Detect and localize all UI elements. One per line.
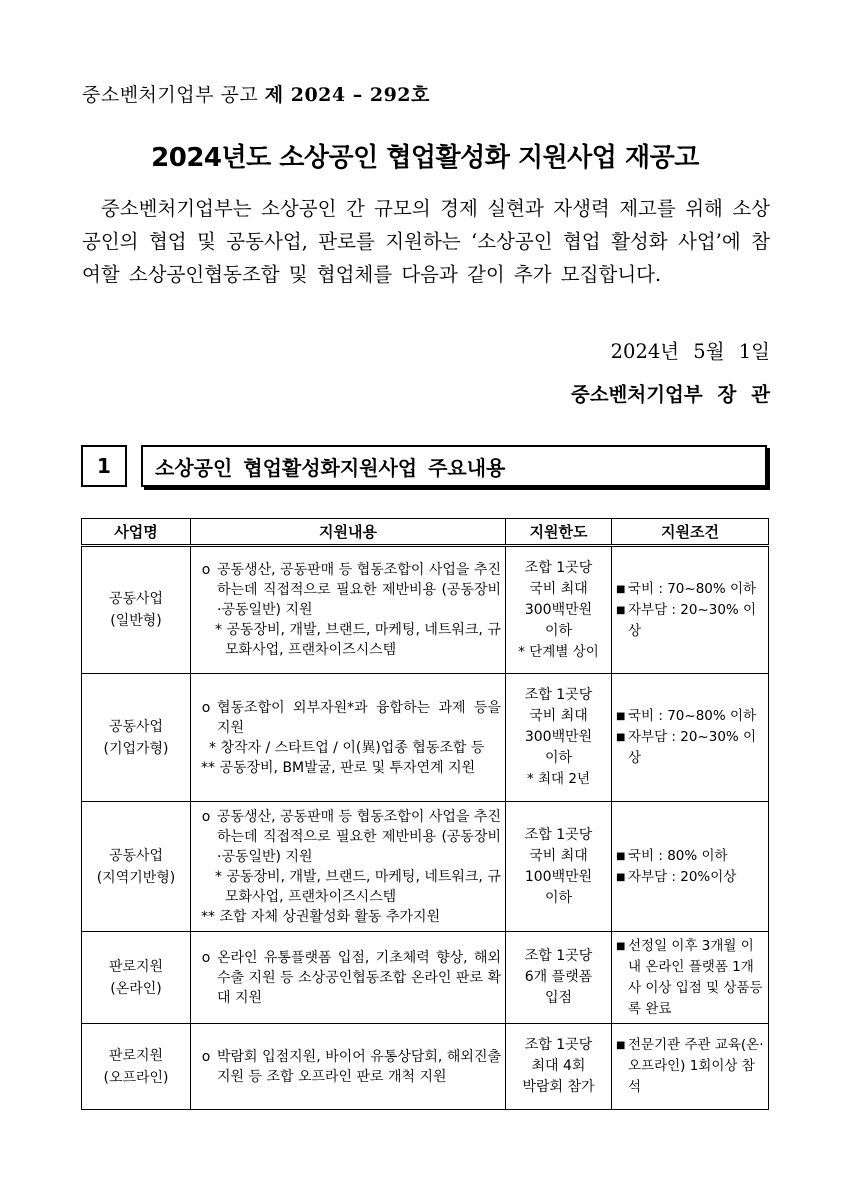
limit-line: 국비 최대 (529, 847, 588, 864)
row-name-sub: (온라인) (110, 980, 162, 997)
limit-line: 이하 (544, 750, 573, 766)
content-note-2: ** 공동장비, BM발굴, 판로 및 투자연계 지원 (201, 759, 476, 776)
circle-bullet-icon: o (201, 699, 211, 716)
content-note-2: ** 조합 자체 상권활성화 활동 추가지원 (201, 908, 441, 925)
row-name-main: 공동사업 (108, 718, 164, 735)
row-limit (506, 932, 612, 1024)
square-bullet-icon: ■ (616, 711, 626, 722)
intro-paragraph (82, 192, 770, 291)
row-name-main: 공동사업 (108, 591, 164, 607)
table-row (82, 546, 769, 674)
square-bullet-icon: ■ (616, 583, 626, 595)
limit-line: 6개 플랫폼 (524, 969, 593, 985)
row-name-main: 공동사업 (108, 847, 164, 864)
content-item (195, 698, 501, 738)
notice-prefix: 중소벤처기업부 공고 (82, 84, 265, 106)
limit-line: 박람회 참가 (522, 1079, 595, 1095)
circle-bullet-icon: o (201, 562, 211, 578)
limit-line: 국비 최대 (529, 580, 588, 597)
square-bullet-icon: ■ (616, 1040, 626, 1051)
content-text: 협동조합이 외부자원*과 융합하는 과제 등을 지원 (217, 699, 501, 736)
limit-line: 이하 (544, 622, 573, 639)
row-condition (612, 802, 769, 932)
row-condition (612, 546, 769, 674)
limit-note: * 단계별 상이 (518, 643, 599, 660)
section-title: 소상공인 협업활성화지원사업 주요내용 (141, 445, 767, 487)
condition-text: 자부담 : 20~30% 이상 (628, 601, 757, 639)
condition-text: 국비 : 80% 이하 (628, 847, 728, 864)
program-table (81, 518, 769, 1110)
row-name-main: 판로지원 (108, 958, 164, 975)
limit-line: 300백만원 (524, 601, 593, 618)
row-name (82, 1024, 191, 1110)
circle-bullet-icon: o (201, 1048, 211, 1065)
row-content (191, 802, 506, 932)
square-bullet-icon: ■ (616, 871, 626, 883)
table-header-row (82, 519, 769, 546)
row-name (82, 546, 191, 674)
row-condition (612, 1024, 769, 1110)
header-content: 지원내용 (191, 519, 506, 546)
content-text: 온라인 유통플랫폼 입점, 기초체력 향상, 해외수출 지원 등 소상공인협동조합 온라인 판로 확대 지원 (217, 949, 501, 1006)
condition-text: 전문기관 주관 교육(온·오프라인) 1회이상 참석 (628, 1037, 764, 1095)
table-row (82, 802, 769, 932)
condition-item (616, 727, 764, 769)
circle-bullet-icon: o (201, 808, 211, 825)
circle-bullet-icon: o (201, 949, 211, 966)
square-bullet-icon: ■ (616, 850, 626, 862)
content-item (195, 807, 501, 867)
row-limit (506, 546, 612, 674)
table-row (82, 932, 769, 1024)
condition-item (616, 600, 764, 642)
row-name (82, 674, 191, 802)
limit-line: 300백만원 (524, 729, 593, 745)
table-row (82, 674, 769, 802)
limit-line: 입점 (544, 990, 573, 1006)
intro-text: 중소벤처기업부는 소상공인 간 규모의 경제 실현과 자생력 제고를 위해 소상공인의 협업 및 공동사업, 판로를 지원하는 ‘소상공인 협업 활성화 사업’에 참여할 소상공인협동조합 및 협업체를 다음과 같이 추가 모집합니다. (82, 197, 770, 286)
row-content (191, 674, 506, 802)
condition-text: 국비 : 70~80% 이하 (628, 708, 757, 724)
header-name: 사업명 (82, 519, 191, 546)
notice-date: 2024년 5월 1일 (610, 340, 770, 363)
limit-line: 조합 1곳당 (524, 687, 593, 703)
notice-number-value: 제 2024 – 292호 (264, 84, 430, 106)
row-name (82, 932, 191, 1024)
notice-number (82, 80, 430, 107)
condition-text: 국비 : 70~80% 이하 (628, 580, 757, 597)
row-condition (612, 674, 769, 802)
section-number: 1 (81, 445, 127, 487)
row-name-main: 판로지원 (108, 1047, 164, 1064)
limit-line: 이하 (544, 889, 573, 906)
limit-note: * 최대 2년 (526, 771, 591, 787)
row-content (191, 932, 506, 1024)
content-item (195, 948, 501, 1008)
row-content (191, 1024, 506, 1110)
square-bullet-icon: ■ (616, 604, 626, 616)
condition-text: 자부담 : 20%이상 (628, 868, 737, 885)
condition-item (616, 846, 764, 867)
limit-line: 조합 1곳당 (524, 826, 593, 843)
row-limit (506, 802, 612, 932)
header-limit: 지원한도 (506, 519, 612, 546)
content-text: 박람회 입점지원, 바이어 유통상담회, 해외진출 지원 등 조합 오프라인 판로 개척 지원 (217, 1048, 501, 1085)
limit-line: 최대 4회 (531, 1058, 586, 1074)
row-limit (506, 1024, 612, 1110)
limit-line: 국비 최대 (529, 708, 588, 724)
row-limit (506, 674, 612, 802)
limit-line: 조합 1곳당 (524, 948, 593, 964)
row-name-sub: (일반형) (110, 613, 162, 629)
row-condition (612, 932, 769, 1024)
row-name-sub: (지역기반형) (96, 869, 176, 886)
limit-line: 조합 1곳당 (524, 1037, 593, 1053)
content-text: 공동생산, 공동판매 등 협동조합이 사업을 추진하는데 직접적으로 필요한 제반비용 (공동장비·공동일반) 지원 (217, 562, 501, 618)
row-name-sub: (기업가형) (103, 740, 169, 757)
row-content (191, 546, 506, 674)
condition-text: 선정일 이후 3개월 이내 온라인 플랫폼 1개사 이상 입점 및 상품등록 완료 (628, 937, 763, 1017)
content-note: * 창작자 / 스타트업 / 이(異)업종 협동조합 등 (209, 739, 485, 756)
square-bullet-icon: ■ (616, 732, 626, 743)
header-condition: 지원조건 (612, 519, 769, 546)
limit-line: 100백만원 (524, 868, 593, 885)
content-note: * 공동장비, 개발, 브랜드, 마케팅, 네트워크, 규모화사업, 프랜차이즈시스템 (215, 868, 501, 905)
content-note: * 공동장비, 개발, 브랜드, 마케팅, 네트워크, 규모화사업, 프랜차이즈시스템 (215, 622, 501, 658)
condition-item (616, 1035, 764, 1098)
condition-item (616, 936, 764, 1020)
condition-text: 자부담 : 20~30% 이상 (628, 729, 757, 766)
content-item (195, 1047, 501, 1087)
row-name-sub: (오프라인) (103, 1069, 169, 1086)
content-item (195, 560, 501, 620)
row-name (82, 802, 191, 932)
table-row (82, 1024, 769, 1110)
condition-item (616, 579, 764, 600)
document-title: 2024년도 소상공인 협업활성화 지원사업 재공고 (151, 143, 699, 173)
limit-line: 조합 1곳당 (524, 559, 593, 576)
content-text: 공동생산, 공동판매 등 협동조합이 사업을 추진하는데 직접적으로 필요한 제반비용 (공동장비·공동일반) 지원 (217, 808, 501, 865)
square-bullet-icon: ■ (616, 940, 626, 952)
condition-item (616, 867, 764, 888)
condition-item (616, 706, 764, 727)
issuer: 중소벤처기업부 장 관 (570, 383, 770, 406)
